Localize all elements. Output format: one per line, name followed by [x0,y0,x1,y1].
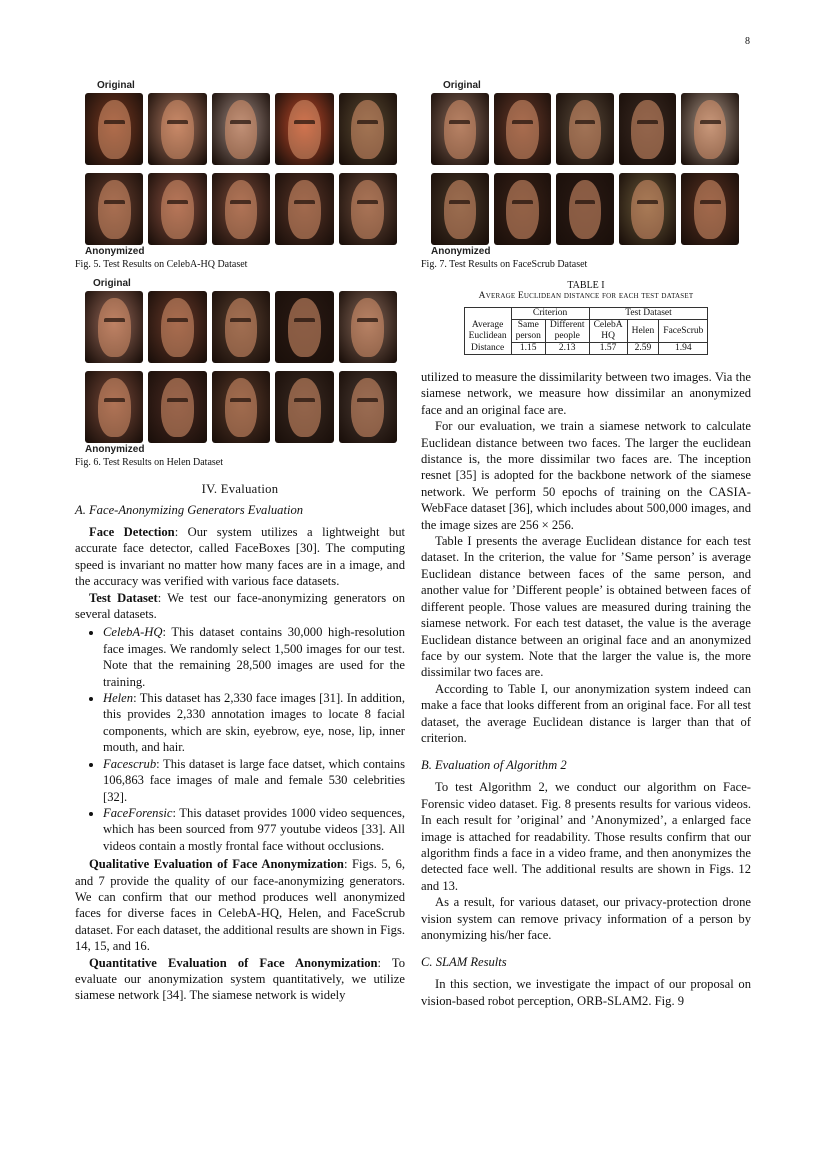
page-number: 8 [745,36,750,47]
face-image [275,291,333,363]
face-image [85,371,143,443]
section-title: IV. Evaluation [201,482,279,496]
fig6-anonymized-row [85,371,397,443]
table-row [464,320,708,343]
face-image [556,173,614,245]
paragraph-qualitative [75,856,405,954]
row-label-line: Euclidean [468,331,507,341]
face-image [339,371,397,443]
table-row-label [464,320,511,343]
table-header-criterion: Criterion [511,308,589,320]
dataset-description: : This dataset is large face datset, which contains 106,863 face images of male and female 530 celebrities [32]. [103,756,405,804]
fig5-original-row [85,93,397,165]
fig7-label-original: Original [443,80,481,91]
figure-7 [421,80,751,270]
col-header-line: person [515,331,541,341]
face-image [339,291,397,363]
subsection-a-title: A. Face-Anonymizing Generators Evaluation [75,503,304,517]
list-item [103,805,405,854]
left-column [75,80,405,1004]
dataset-name: Helen [103,691,134,706]
paragraph-text: : Our system utilizes a lightweight but accurate face detector, called FaceBoxes [30]. The computing speed is invariant no matter how many faces are in a image, and the accuracy was verified with various face datasets. [75,525,405,589]
list-item [103,690,405,756]
fig6-original-row [85,291,397,363]
face-image [148,93,206,165]
fig6-label-anonymized: Anonymized [85,444,145,455]
fig7-caption: Fig. 7. Test Results on FaceScrub Dataset [421,259,588,270]
face-image [212,291,270,363]
fig5-anonymized-row [85,173,397,245]
table-value: 1.15 [511,343,545,355]
face-image [619,93,677,165]
paragraph: To test Algorithm 2, we conduct our algorithm on Face-Forensic video dataset. Fig. 8 presents results for various videos. In each result for ’original’ and ’Anonymized’, a enlarged face image is attached for readability. Those results confirm that our algorithm finds a face in a video frame, and then anonymizes the detected face well. The additional results are shown in Figs. 12 and 13. [421,780,751,893]
face-image [556,93,614,165]
dataset-name: CelebA-HQ [103,625,163,640]
col-header-line: people [554,331,580,341]
face-image [212,93,270,165]
right-column [421,80,751,1009]
face-image [619,173,677,245]
face-image [275,371,333,443]
dataset-name: FaceForensic [103,805,173,820]
paragraph-test-dataset [75,590,405,623]
table-col-facescrub: FaceScrub [659,320,708,343]
table-value: 2.59 [627,343,659,355]
paragraph: Table I presents the average Euclidean distance for each test dataset. In the criterion, the value for ’Same person’ is average Euclidean distance between faces of the same person, and another value for ’Different people’ is obtained between faces of different people. Those values are measured during training the siamese network. For each test dataset, the value is the average Euclidean distance between an original face and an anonymized face by our system. Note that the larger the value is, the more dissimilar two faces are. [421,534,751,680]
fig5-label-original: Original [97,80,135,91]
face-image [681,93,739,165]
fig6-caption: Fig. 6. Test Results on Helen Dataset [75,457,223,468]
col-header-line: Same [517,320,539,330]
paragraph-text: : To evaluate our anonymization system quantitatively, we utilize siamese network [34]. The siamese network is widely [75,955,405,1003]
results-table [464,307,709,355]
dataset-list [75,624,405,854]
paragraph-heading: Test Dataset [89,590,158,605]
table-row [464,308,708,320]
col-header-line: HQ [601,331,615,341]
paragraph-text: : Figs. 5, 6, and 7 provide the quality of our face-anonymizing generators. We can confirm that our method produces well anonymized faces for diverse faces in CelebA-HQ, Helen, and FaceScrub dataset. For each dataset, the additional results are shown in Figs. 14, 15, and 16. [75,857,406,954]
figure-6 [75,278,405,468]
face-image [681,173,739,245]
table-value: 2.13 [545,343,589,355]
subsection-b-title: B. Evaluation of Algorithm 2 [421,758,567,773]
table-value: 1.94 [659,343,708,355]
face-image [275,93,333,165]
dataset-description: : This dataset contains 30,000 high-resolution face images. We randomly select 1,500 images for our test. Note that the remaining 28,500 images are used for the training. [103,625,405,689]
table-row-label-last: Distance [464,343,511,355]
fig5-label-anonymized: Anonymized [85,246,145,257]
face-image [85,173,143,245]
table-subtitle: Average Euclidean distance for each test dataset [478,291,694,301]
face-image [339,93,397,165]
paragraph-text: : We test our face-anonymizing generators on several datasets. [75,590,405,622]
paragraph: utilized to measure the dissimilarity between two images. Via the siamese network, we measure how dissimilar an anonymized face and an original face are. [421,370,751,417]
paragraph-heading: Face Detection [89,525,175,539]
paragraph-face-detection [75,524,405,590]
table-col-celeba [589,320,627,343]
fig5-caption: Fig. 5. Test Results on CelebA-HQ Dataset [75,259,248,270]
paragraph: For our evaluation, we train a siamese network to calculate Euclidean distance between two faces. The larger the euclidean distance is, the more dissimilar two faces are. The inception resnet [35] is adopted for the backbone network of the siamese network. We perform 50 epochs of training on the CASIA-WebFace dataset [36], which includes about 500,000 images, and the image sizes are 256 × 256. [421,419,751,532]
table-header-test-dataset: Test Dataset [589,308,708,320]
paragraph-heading: Qualitative Evaluation of Face Anonymization [89,857,344,872]
table-value: 1.57 [589,343,627,355]
col-header-line: Different [549,320,585,330]
list-item [103,756,405,805]
fig7-label-anonymized: Anonymized [431,246,491,257]
fig7-anonymized-row [431,173,739,245]
face-image [85,93,143,165]
table-row [464,343,708,355]
dataset-description: : This dataset has 2,330 face images [31]. In addition, this provides 2,330 annotation images to locate 8 facial components, which are skin, eyebrow, eye, nose, lip, inner mouth, and hair. [103,691,405,755]
col-header-line: CelebA [593,320,623,330]
paragraph: As a result, for various dataset, our privacy-protection drone vision system can remove privacy information of a person by anonymizing his/her face. [421,895,751,942]
table-col-helen: Helen [627,320,659,343]
face-image [85,291,143,363]
dataset-name: Facescrub [103,756,157,771]
face-image [148,291,206,363]
paragraph-quantitative [75,955,405,1004]
table-col-same [511,320,545,343]
list-item [103,624,405,690]
fig6-label-original: Original [93,278,131,289]
paragraph-heading: Quantitative Evaluation of Face Anonymization [89,955,378,970]
paragraph: In this section, we investigate the impact of our proposal on vision-based robot perception, ORB-SLAM2. Fig. 9 [421,977,751,1008]
paragraph: According to Table I, our anonymization system indeed can make a face that looks different from an original face. For all test dataset, the average Euclidean distance is larger than that of criterion. [421,681,751,745]
face-image [212,371,270,443]
face-image [494,173,552,245]
face-image [339,173,397,245]
table-title: TABLE I [567,280,605,291]
face-image [431,173,489,245]
row-label-line: Average [471,320,504,330]
face-image [148,173,206,245]
face-image [212,173,270,245]
dataset-description: : This dataset provides 1000 video sequences, which has been sourced from 977 youtube videos [33]. All videos contain a mostly frontal face without occlusions. [103,805,405,853]
face-image [431,93,489,165]
figure-5 [75,80,405,270]
table-col-different [545,320,589,343]
subsection-c-title: C. SLAM Results [421,955,507,970]
face-image [148,371,206,443]
face-image [494,93,552,165]
table-cell-empty [464,308,511,320]
fig7-original-row [431,93,739,165]
face-image [275,173,333,245]
